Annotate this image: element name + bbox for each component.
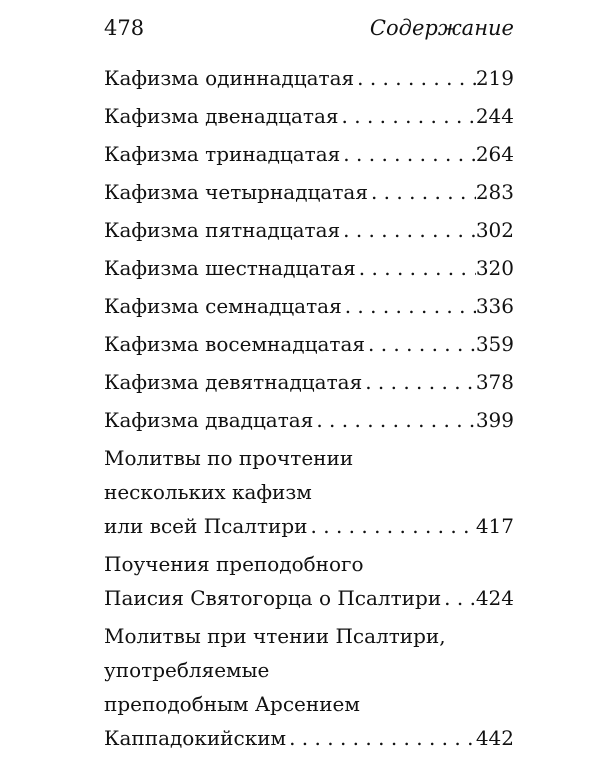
toc-entry [104, 251, 514, 285]
section-title: Содержание [369, 16, 514, 40]
toc-entry-page-number: 320 [475, 256, 514, 280]
dot-leader [365, 327, 476, 361]
toc-entry-page-number: 378 [475, 370, 514, 394]
toc-entry-final-line [104, 251, 514, 285]
toc-entry-title-line: Кафизма восемнадцатая [104, 332, 365, 356]
toc-entry-final-line [104, 289, 514, 323]
toc-entry-title-line: Кафизма двенадцатая [104, 104, 339, 128]
toc-entry-final-line [104, 99, 514, 133]
toc-entry-final-line [104, 175, 514, 209]
dot-leader [368, 175, 476, 209]
toc-entry-final-line [104, 213, 514, 247]
toc-entry [104, 99, 514, 133]
toc-entry-page-number: 244 [475, 104, 514, 128]
toc-entry-page-number: 219 [475, 66, 514, 90]
table-of-contents [104, 61, 514, 759]
toc-entry [104, 619, 514, 755]
book-page [104, 0, 514, 750]
toc-entry [104, 137, 514, 171]
toc-entry-final-line [104, 509, 514, 543]
dot-leader [362, 365, 476, 399]
toc-entry-page-number: 283 [475, 180, 514, 204]
dot-leader [342, 289, 476, 323]
toc-entry-title-line: или всей Псалтири [104, 514, 308, 538]
dot-leader [339, 99, 476, 133]
toc-entry-final-line [104, 327, 514, 361]
toc-entry-title-line: нескольких кафизм [104, 480, 312, 504]
dot-leader [340, 213, 476, 247]
toc-entry [104, 61, 514, 95]
toc-entry-title-line: Молитвы при чтении Псалтири, [104, 624, 446, 648]
toc-entry-final-line [104, 403, 514, 437]
toc-entry-title-line: Кафизма семнадцатая [104, 294, 342, 318]
toc-entry [104, 213, 514, 247]
toc-entry [104, 441, 514, 543]
toc-entry-title-line: Кафизма шестнадцатая [104, 256, 356, 280]
toc-entry-final-line [104, 61, 514, 95]
running-header [104, 16, 514, 46]
toc-entry-title-line: Молитвы по прочтении [104, 446, 354, 470]
dot-leader [340, 137, 476, 171]
toc-entry [104, 547, 514, 615]
toc-entry-title-line: Кафизма четырнадцатая [104, 180, 368, 204]
toc-entry-title-line: Кафизма девятнадцатая [104, 370, 363, 394]
toc-entry [104, 327, 514, 361]
toc-entry-page-number: 264 [475, 142, 514, 166]
toc-entry-page-number: 399 [475, 408, 514, 432]
toc-entry-title-line: преподобным Арсением [104, 692, 360, 716]
dot-leader [354, 61, 476, 95]
toc-entry-page-number: 336 [475, 294, 514, 318]
dot-leader [313, 403, 475, 437]
toc-entry [104, 175, 514, 209]
toc-entry-final-line [104, 581, 514, 615]
toc-entry-final-line [104, 137, 514, 171]
toc-entry-title-line: Поучения преподобного [104, 552, 364, 576]
toc-entry [104, 289, 514, 323]
dot-leader [356, 251, 476, 285]
toc-entry-title-line: Каппадокийским [104, 726, 287, 750]
toc-entry-title-line: Кафизма пятнадцатая [104, 218, 341, 242]
toc-entry-title-line: Кафизма двадцатая [104, 408, 314, 432]
dot-leader [308, 509, 476, 543]
toc-entry-page-number: 359 [475, 332, 514, 356]
toc-entry [104, 365, 514, 399]
toc-entry-title-line: Кафизма одиннадцатая [104, 66, 355, 90]
toc-entry-title-line: Паисия Святогорца о Псалтири [104, 586, 442, 610]
dot-leader [441, 581, 476, 615]
page-number: 478 [104, 16, 145, 40]
toc-entry-final-line [104, 365, 514, 399]
toc-entry-page-number: 424 [475, 586, 514, 610]
toc-entry-title-line: употребляемые [104, 658, 270, 682]
toc-entry-title-line: Кафизма тринадцатая [104, 142, 341, 166]
toc-entry [104, 403, 514, 437]
toc-entry-page-number: 442 [475, 726, 514, 750]
toc-entry-page-number: 417 [475, 514, 514, 538]
toc-entry-page-number: 302 [475, 218, 514, 242]
